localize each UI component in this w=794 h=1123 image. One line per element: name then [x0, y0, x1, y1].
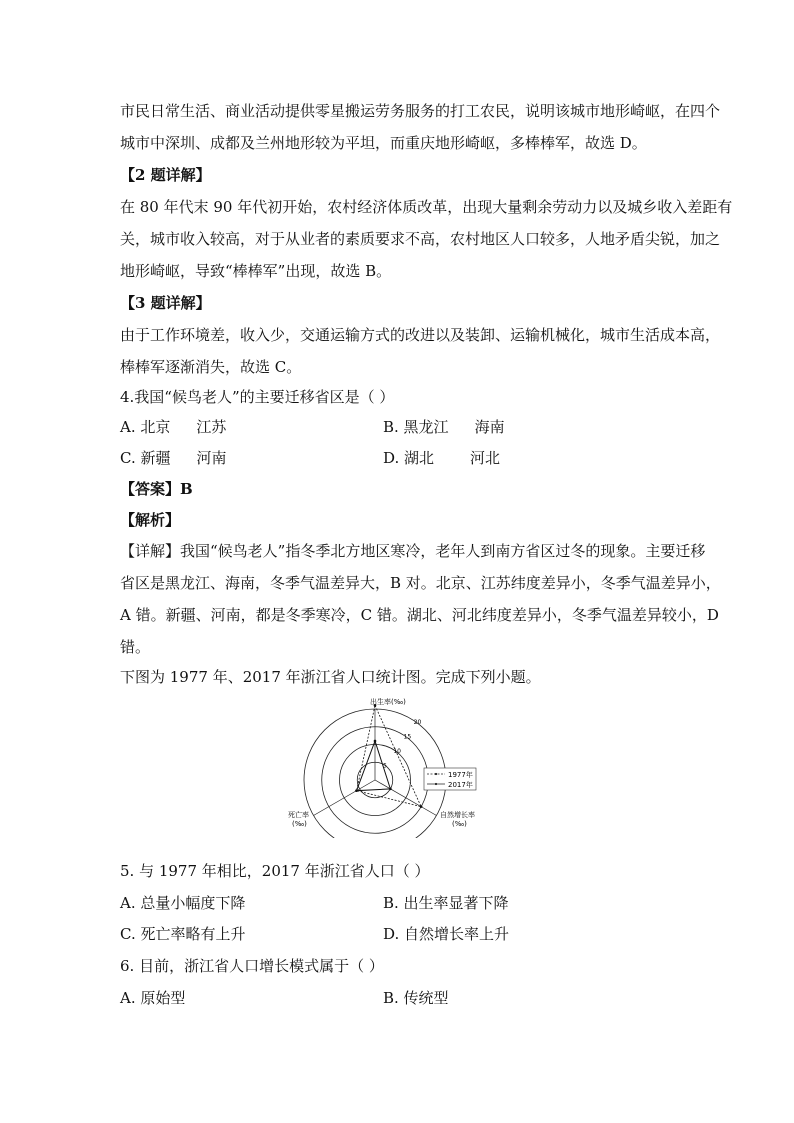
q5-option-d: D. 自然增长率上升 — [383, 925, 510, 943]
series-point — [389, 788, 392, 791]
q5-option-b: B. 出生率显著下降 — [383, 894, 509, 912]
series-point — [420, 805, 423, 808]
section-heading: 【2 题详解】 — [120, 166, 211, 184]
axis-label-natural-growth-unit: (‰) — [452, 820, 467, 828]
paragraph-line: 地形崎岖，导致“棒棒军”出现，故选 B。 — [120, 262, 392, 280]
q6-option-b: B. 传统型 — [383, 989, 449, 1007]
axis-label-death-rate-unit: (‰) — [292, 820, 307, 828]
detail-line: 【详解】我国“候鸟老人”指冬季北方地区寒冷，老年人到南方省区过冬的现象。主要迁移 — [120, 542, 706, 560]
series-point — [374, 740, 377, 743]
detail-line: A 错。新疆、河南，都是冬季寒冷，C 错。湖北、河北纬度差异小，冬季气温差异较小，D — [120, 606, 719, 624]
chart-legend — [424, 768, 476, 790]
paragraph-line: 城市中深圳、成都及兰州地形较为平坦，而重庆地形崎岖，多棒棒军，故选 D。 — [120, 134, 647, 152]
figure-intro: 下图为 1977 年、2017 年浙江省人口统计图。完成下列小题。 — [120, 668, 541, 686]
ring-label: 10 — [393, 747, 402, 755]
population-radar-chart — [270, 692, 510, 838]
legend-1977: 1977年 — [448, 771, 473, 779]
paragraph-line: 在 80 年代末 90 年代初开始，农村经济体质改革，出现大量剩余劳动力以及城乡收入差距有 — [120, 198, 733, 216]
q4-option-a: A. 北京 江苏 — [120, 418, 227, 436]
section-heading: 【3 题详解】 — [120, 294, 211, 312]
detail-line: 省区是黑龙江、海南，冬季气温差异大，B 对。北京、江苏纬度差异小，冬季气温差异小， — [120, 574, 721, 592]
axis-label-death-rate: 死亡率 — [288, 811, 309, 819]
analysis-label: 【解析】 — [120, 511, 181, 529]
q5-option-c: C. 死亡率略有上升 — [120, 925, 246, 943]
ring-label: 15 — [403, 733, 412, 741]
q6-option-a: A. 原始型 — [120, 989, 186, 1007]
paragraph-line: 市民日常生活、商业活动提供零星搬运劳务服务的打工农民，说明该城市地形崎岖，在四个 — [120, 102, 721, 120]
axis-label-natural-growth: 自然增长率 — [440, 811, 475, 819]
axis-label-birth-rate: 出生率(‰) — [370, 698, 406, 706]
question-6-stem: 6. 目前，浙江省人口增长模式属于（ ） — [120, 957, 384, 975]
q4-option-c: C. 新疆 河南 — [120, 449, 227, 467]
paragraph-line: 棒棒军逐渐消失，故选 C。 — [120, 358, 302, 376]
ring-label: 5 — [383, 762, 388, 770]
q5-option-a: A. 总量小幅度下降 — [120, 894, 246, 912]
detail-line: 错。 — [120, 638, 151, 656]
paragraph-line: 由于工作环境差，收入少，交通运输方式的改进以及装卸、运输机械化，城市生活成本高， — [120, 326, 721, 344]
radar-axis — [314, 780, 375, 816]
q4-option-b: B. 黑龙江 海南 — [383, 418, 505, 436]
legend-2017: 2017年 — [448, 781, 473, 789]
q4-option-d: D. 湖北 河北 — [383, 449, 501, 467]
paragraph-line: 关，城市收入较高，对于从业者的素质要求不高，农村地区人口较多，人地矛盾尖锐，加之 — [120, 230, 721, 248]
series-point — [355, 789, 358, 792]
answer-label: 【答案】B — [120, 480, 193, 498]
question-4-stem: 4.我国“候鸟老人”的主要迁移省区是（ ） — [120, 388, 395, 406]
ring-label: 20 — [413, 718, 422, 726]
question-5-stem: 5. 与 1977 年相比，2017 年浙江省人口（ ） — [120, 862, 430, 880]
